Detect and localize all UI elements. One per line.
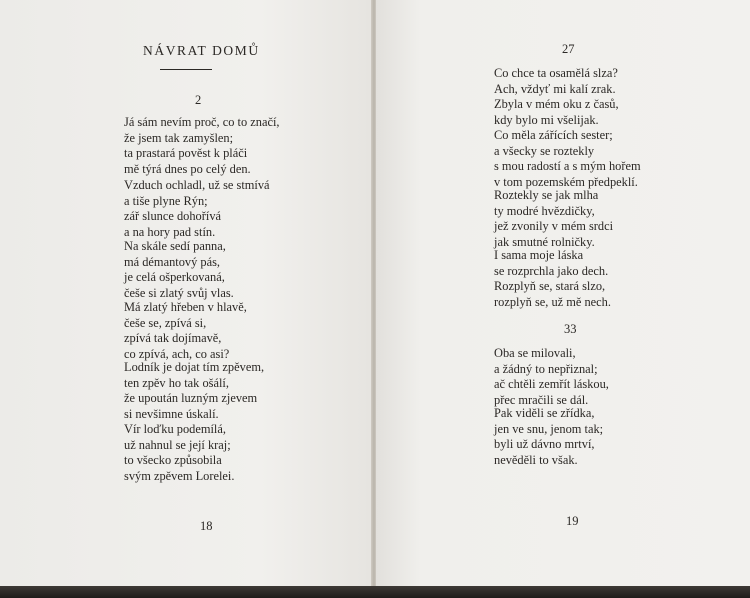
- title-underline: [160, 69, 212, 70]
- verse-line: nevěděli to však.: [494, 452, 578, 467]
- verse-line: ač chtěli zemřít láskou,: [494, 377, 609, 392]
- verse-line: že jsem tak zamyšlen;: [124, 130, 234, 145]
- verse-line: ta prastará pověst k pláči: [124, 146, 248, 161]
- verse-line: Co chce ta osamělá slza?: [494, 66, 618, 80]
- stanza: [494, 346, 609, 408]
- verse-line: I sama moje láska: [494, 248, 584, 262]
- verse-line: češe si zlatý svůj vlas.: [124, 285, 234, 300]
- stanza: [124, 300, 247, 362]
- verse-line: Rozplyň se, stará slzo,: [494, 279, 606, 294]
- stanza: [494, 66, 619, 128]
- verse-line: zář slunce dohořívá: [124, 209, 222, 224]
- section-number: 33: [564, 322, 577, 336]
- verse-line: a všecky se roztekly: [494, 143, 595, 158]
- left-page: [0, 0, 372, 590]
- verse-line: jen ve snu, jenom tak;: [494, 421, 604, 436]
- verse-line: Roztekly se jak mlha: [494, 188, 599, 202]
- stanza: [494, 188, 613, 250]
- verse-line: ten zpěv ho tak ošálí,: [124, 375, 229, 390]
- verse-line: v tom pozemském předpeklí.: [494, 174, 638, 189]
- verse-line: Lodník je dojat tím zpěvem,: [124, 360, 265, 374]
- verse-line: že upoután luzným zjevem: [124, 391, 258, 406]
- verse-line: svým zpěvem Lorelei.: [124, 468, 235, 483]
- verse-line: byli už dávno mrtví,: [494, 437, 595, 452]
- verse-line: si nevšimne úskalí.: [124, 406, 219, 421]
- verse-line: přec mračili se dál.: [494, 392, 589, 407]
- verse-line: mě týrá dnes po celý den.: [124, 161, 251, 176]
- poem-title: NÁVRAT DOMŮ: [143, 43, 260, 58]
- page-number-right: 19: [566, 514, 579, 528]
- verse-line: ty modré hvězdičky,: [494, 203, 595, 218]
- verse-line: kdy bylo mi všelijak.: [494, 112, 599, 127]
- verse-line: a na hory pad stín.: [124, 224, 216, 239]
- verse-line: to všecko způsobila: [124, 453, 222, 468]
- verse-line: Vír loďku podemílá,: [124, 422, 226, 436]
- verse-line: s mou radostí a s mým hořem: [494, 159, 641, 174]
- right-page: [376, 0, 750, 590]
- verse-line: Na skále sedí panna,: [124, 239, 226, 253]
- verse-line: jak smutné rolničky.: [494, 234, 595, 249]
- verse-line: a žádný to nepřiznal;: [494, 361, 598, 376]
- stanza: [124, 422, 234, 484]
- verse-line: se rozprchla jako dech.: [494, 263, 609, 278]
- stanza: [494, 406, 603, 468]
- stanza: [124, 360, 264, 422]
- verse-line: Vzduch ochladl, už se stmívá: [124, 178, 270, 192]
- section-number-top: 27: [562, 42, 575, 56]
- verse-line: češe se, zpívá si,: [124, 315, 207, 330]
- page-number-left: 18: [200, 519, 213, 533]
- verse-line: jež zvonily v mém srdci: [494, 219, 614, 234]
- stanza: [124, 239, 234, 301]
- stanza: [124, 178, 270, 240]
- verse-line: je celá ošperkovaná,: [124, 270, 225, 285]
- verse-line: Zbyla v mém oku z časů,: [494, 97, 619, 112]
- verse-line: Má zlatý hřeben v hlavě,: [124, 300, 247, 314]
- verse-line: Pak viděli se zřídka,: [494, 406, 595, 420]
- verse-line: má démantový pás,: [124, 254, 221, 269]
- verse-line: Ach, vždyť mi kalí zrak.: [494, 81, 616, 96]
- verse-line: rozplyň se, už mě nech.: [494, 294, 611, 309]
- verse-line: co zpívá, ach, co asi?: [124, 346, 230, 361]
- verse-line: a tiše plyne Rýn;: [124, 193, 208, 208]
- section-number: 2: [195, 93, 202, 107]
- stanza: [494, 248, 611, 310]
- stanza: [494, 128, 641, 190]
- verse-line: Co měla zářících sester;: [494, 128, 613, 142]
- verse-line: Já sám nevím proč, co to značí,: [124, 115, 280, 129]
- verse-line: Oba se milovali,: [494, 346, 576, 360]
- page-edge-shadow: [0, 586, 750, 598]
- verse-line: už nahnul se její kraj;: [124, 437, 231, 452]
- verse-line: zpívá tak dojímavě,: [124, 331, 222, 346]
- stanza: [124, 115, 280, 177]
